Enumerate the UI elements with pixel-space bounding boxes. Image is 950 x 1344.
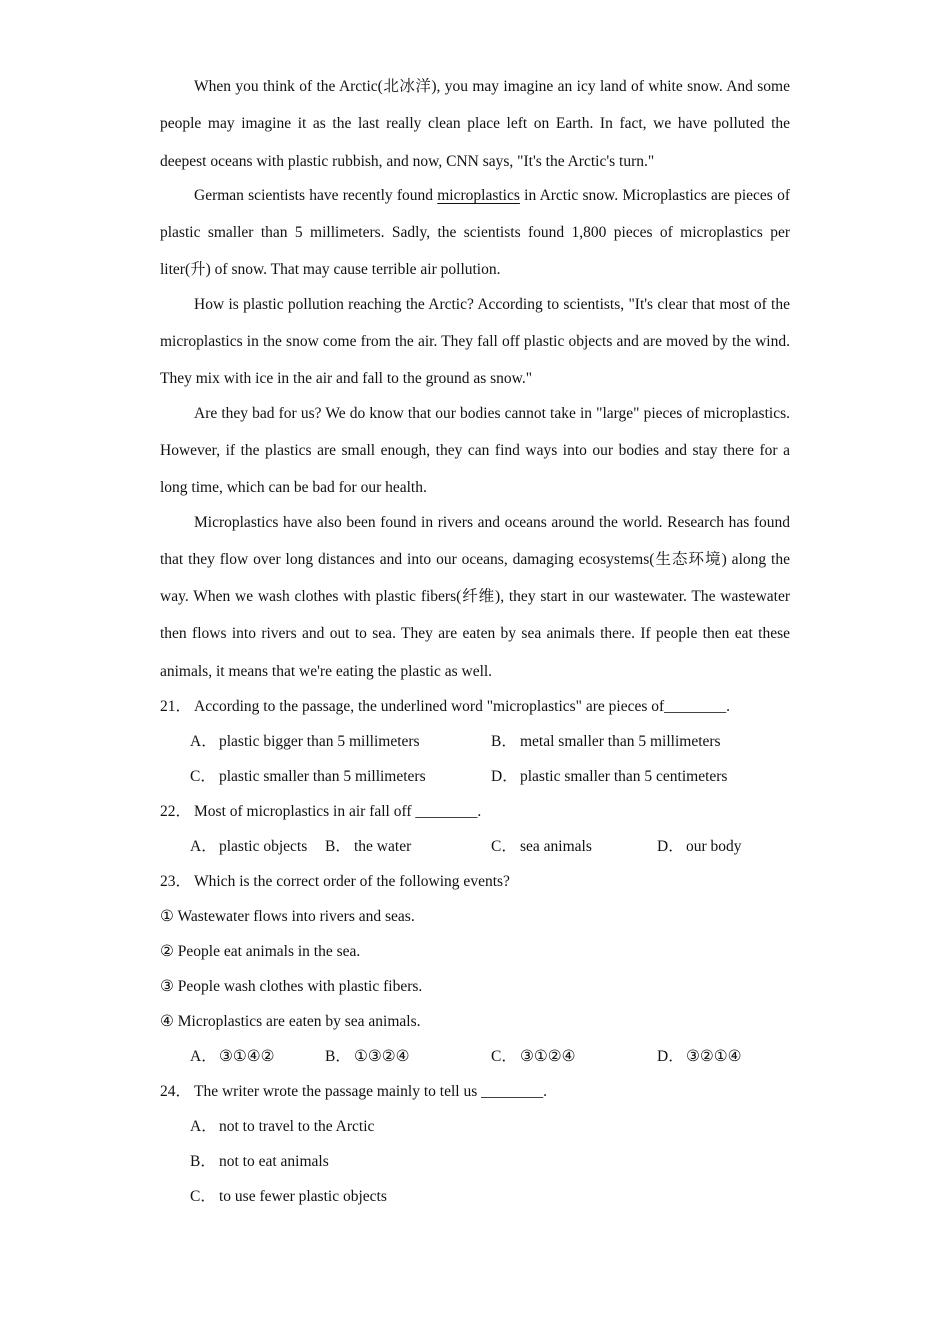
question-24-option-c-row — [160, 1179, 800, 1214]
event-item: ④ Microplastics are eaten by sea animals. — [160, 1013, 421, 1030]
underlined-word: microplastics — [437, 186, 520, 204]
question-22: 22． Most of microplastics in air fall off ________. — [160, 803, 482, 820]
option-a[interactable]: A． plastic objects — [190, 838, 308, 855]
option-d[interactable]: D． plastic smaller than 5 centimeters — [491, 768, 728, 785]
option-b[interactable]: B． not to eat animals — [190, 1153, 329, 1170]
question-21: 21． According to the passage, the underlined word "microplastics" are pieces of________. — [160, 698, 731, 715]
question-24: 24． The writer wrote the passage mainly to tell us ________. — [160, 1083, 547, 1100]
paragraph-3: How is plastic pollution reaching the Arctic? According to scientists, "It's clear that most of the microplastics in the snow come from the air. They fall off plastic objects and are moved by the wind. They mix with ice in the air and fall to the ground as snow." — [160, 295, 790, 388]
option-d[interactable]: D． ③②①④ — [657, 1048, 742, 1065]
option-b[interactable]: B． ①③②④ — [325, 1048, 410, 1065]
question-21-options-row-1 — [160, 724, 800, 759]
option-a[interactable]: A． ③①④② — [190, 1048, 275, 1065]
question-23-options — [160, 1039, 800, 1074]
option-b[interactable]: B． the water — [325, 838, 412, 855]
reading-passage — [160, 68, 790, 690]
paragraph-1: When you think of the Arctic(北冰洋), you may imagine an icy land of white snow. And some people may imagine it as the last really clean place left on Earth. In fact, we have polluted the deepest oceans with plastic rubbish, and now, CNN says, "It's the Arctic's turn." — [160, 78, 790, 170]
option-a[interactable]: A． plastic bigger than 5 millimeters — [190, 733, 420, 750]
questions — [160, 689, 800, 1214]
option-c[interactable]: C． sea animals — [491, 838, 592, 855]
question-24-option-b-row — [160, 1144, 800, 1179]
option-d[interactable]: D． our body — [657, 838, 742, 855]
paragraph-5: Microplastics have also been found in rivers and oceans around the world. Research has found that they flow over long distances and into our oceans, damaging ecosystems(生态环境) along the way. When we wash clothes with plastic fibers(纤维), they start in our wastewater. The wastewater then flows into rivers and out to sea. They are eaten by sea animals there. If people then eat these animals, it means that we're eating the plastic as well. — [160, 513, 790, 680]
option-c[interactable]: C． ③①②④ — [491, 1048, 576, 1065]
question-24-option-a-row — [160, 1109, 800, 1144]
question-21-options-row-2 — [160, 759, 800, 794]
option-c[interactable]: C． plastic smaller than 5 millimeters — [190, 768, 426, 785]
option-a[interactable]: A． not to travel to the Arctic — [190, 1118, 375, 1135]
question-22-options — [160, 829, 800, 864]
paragraph-4: Are they bad for us? We do know that our bodies cannot take in "large" pieces of microplastics. However, if the plastics are small enough, they can find ways into our bodies and stay there for a long time, which can be bad for our health. — [160, 404, 790, 497]
event-item: ③ People wash clothes with plastic fibers. — [160, 978, 423, 995]
option-c[interactable]: C． to use fewer plastic objects — [190, 1188, 387, 1205]
paragraph-2: German scientists have recently found microplastics in Arctic snow. Microplastics are pieces of plastic smaller than 5 millimeters. Sadly, the scientists found 1,800 pieces of microplastics per liter(升) of snow. That may cause terrible air pollution. — [160, 186, 790, 279]
event-item: ② People eat animals in the sea. — [160, 943, 361, 960]
question-23: 23． Which is the correct order of the following events? — [160, 873, 510, 890]
option-b[interactable]: B． metal smaller than 5 millimeters — [491, 733, 721, 750]
event-item: ① Wastewater flows into rivers and seas. — [160, 908, 415, 925]
